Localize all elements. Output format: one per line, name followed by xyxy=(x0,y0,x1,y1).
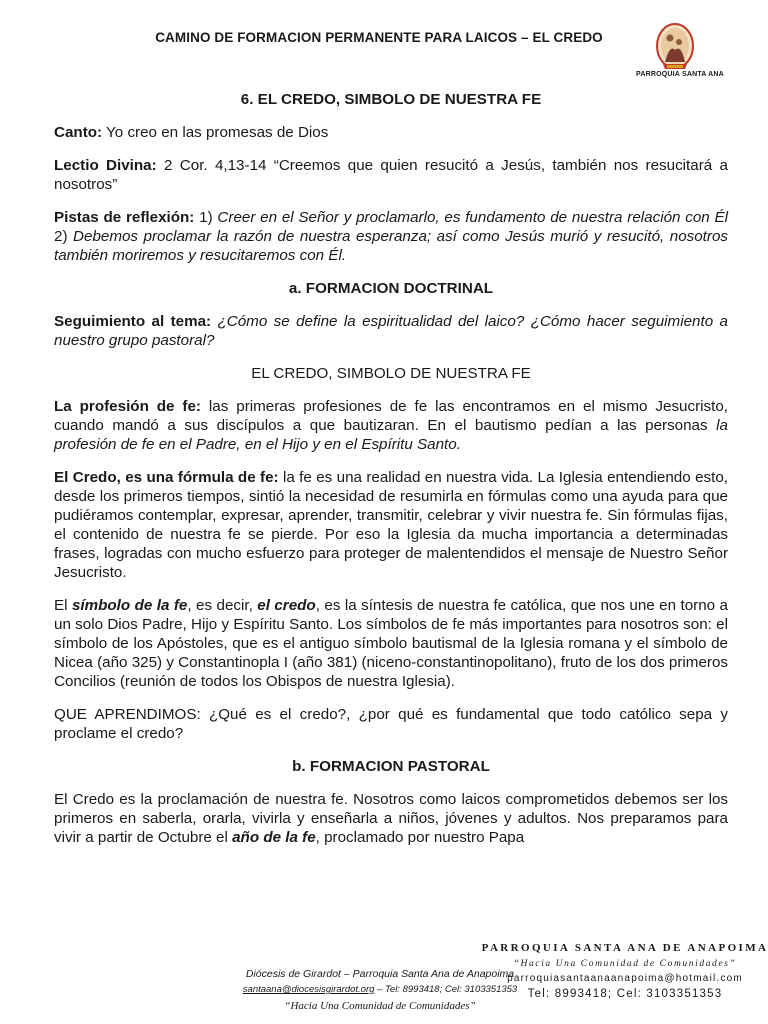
formula-text: la fe es una realidad en nuestra vida. La Iglesia entendiendo esto, desde los primeros tiempos, sintió la necesidad de resumirla en fórmulas como una ayuda para que pudiéramos contemplar, expresar, aprender, transmitir, celebrar y vivir nuestra fe. Sin fórmulas fijas, el contenido de nuestra fe se pierde. Por eso la Iglesia da mucha importancia a determinadas frases, logradas con mucho esfuerzo para proteger de malentendidos el mensaje de Nuestro Señor Jesucristo. xyxy=(54,469,728,581)
seguimiento-paragraph xyxy=(54,312,728,350)
pastoral-text-2: , proclamado por nuestro Papa xyxy=(315,829,525,846)
profesion-label: La profesión de fe: xyxy=(54,398,201,415)
pistas-text-2: Debemos proclamar la razón de nuestra esperanza; así como Jesús murió y resucitó, nosotros también moriremos y resucitaremos con Él. xyxy=(54,228,729,264)
formacion-pastoral-heading: b. FORMACION PASTORAL xyxy=(292,758,490,775)
seguimiento-text: ¿Cómo se define la espiritualidad del laico? ¿Cómo hacer seguimiento a nuestro grupo pastoral? xyxy=(54,313,728,349)
stamp-parish-name: PARROQUIA SANTA ANA DE ANAPOIMA xyxy=(481,942,768,954)
simbolo-term: símbolo de la fe xyxy=(71,597,188,614)
simbolo-a: El xyxy=(54,597,72,614)
document-header xyxy=(0,30,768,45)
footer-diocese: Diócesis de Girardot – Parroquia Santa Ana de Anapoima xyxy=(245,968,515,980)
footer-phone: – Tel: 8993418; Cel: 3103351353 xyxy=(374,984,518,995)
simbolo-paragraph xyxy=(54,596,728,691)
lectio-text: 2 Cor. 4,13-14 “Creemos que quien resucitó a Jesús, también nos resucitará a nosotros” xyxy=(54,157,728,193)
section-title: 6. EL CREDO, SIMBOLO DE NUESTRA FE xyxy=(240,91,542,108)
profesion-paragraph xyxy=(54,397,728,454)
simbolo-c: , es decir, xyxy=(187,597,258,614)
document-footer xyxy=(200,966,560,1014)
profesion-text: las primeras profesiones de fe las encontramos en el mismo Jesucristo, cuando mandó a sus discípulos a que bautizaran. En el bautismo pedían a las personas xyxy=(54,398,728,434)
parish-logo xyxy=(655,22,695,74)
formula-paragraph xyxy=(54,468,728,582)
footer-contact xyxy=(200,982,560,998)
aprendimos-text: : ¿Qué es el credo?, ¿por qué es fundamental que todo católico sepa y proclame el credo? xyxy=(54,706,728,742)
pastoral-text: El Credo es la proclamación de nuestra fe. Nosotros como laicos comprometidos debemos ser los primeros en saberla, orarla, vivirla y enseñarla a niños, jóvenes y adultos. Nos preparamos para vivir a partir de Octubre el xyxy=(54,791,728,846)
formacion-doctrinal-heading: a. FORMACION DOCTRINAL xyxy=(288,280,494,297)
pistas-text-1: Creer en el Señor y proclamarlo, es fundamento de nuestra relación con Él xyxy=(217,209,728,226)
stamp-phone: Tel: 8993418; Cel: 3103351353 xyxy=(527,988,723,1000)
seguimiento-label: Seguimiento al tema: xyxy=(54,313,212,330)
logo-caption: PARROQUIA SANTA ANA xyxy=(636,71,724,78)
simbolo-e: , es la síntesis de nuestra fe católica, que nos une en torno a un solo Dios Padre, Hijo y Espíritu Santo. Los símbolos de fe más importantes para nosotros son: el símbolo de los Apóstoles, que es el antiguo símbolo bautismal de la Iglesia romana y el símbolo de Nicea (año 325) y Constantinopla I (año 381) (niceno-constantinopolitano), fruto de los dos primeros Concilios (reunión de todos los Obispos de nuestra Iglesia). xyxy=(54,597,729,690)
stamp-motto: “Hacia Una Comunidad de Comunidades” xyxy=(513,959,737,969)
pistas-number-1: 1) xyxy=(194,209,218,226)
pistas-paragraph xyxy=(54,208,728,265)
pistas-number-2: 2) xyxy=(54,228,74,245)
ano-de-la-fe: año de la fe xyxy=(232,829,316,846)
lectio-paragraph xyxy=(54,156,728,194)
footer-motto: “Hacia Una Comunidad de Comunidades” xyxy=(284,1000,476,1012)
pistas-label: Pistas de reflexión: xyxy=(54,209,195,226)
profesion-italic: la profesión de fe en el Padre, en el Hijo y en el Espíritu Santo. xyxy=(54,417,728,453)
credo-subtitle: EL CREDO, SIMBOLO DE NUESTRA FE xyxy=(251,365,531,382)
aprendimos-label: QUE APRENDIMOS xyxy=(54,706,197,723)
stamp-email: parroquiasantaanaanapoima@hotmail.com xyxy=(507,973,743,984)
credo-term: el credo xyxy=(257,597,316,614)
canto-text: Yo creo en las promesas de Dios xyxy=(102,124,329,141)
aprendimos-paragraph xyxy=(54,705,728,743)
header-title: CAMINO DE FORMACION PERMANENTE PARA LAICOS – EL CREDO xyxy=(155,30,603,45)
formula-label: El Credo, es una fórmula de fe: xyxy=(54,469,279,486)
canto-label: Canto: xyxy=(54,124,103,141)
document-body xyxy=(54,90,728,847)
footer-email-link[interactable]: santaana@diocesisgirardot.org xyxy=(242,984,375,995)
lectio-label: Lectio Divina: xyxy=(54,157,157,174)
canto-paragraph xyxy=(54,123,728,142)
pastoral-paragraph xyxy=(54,790,728,847)
